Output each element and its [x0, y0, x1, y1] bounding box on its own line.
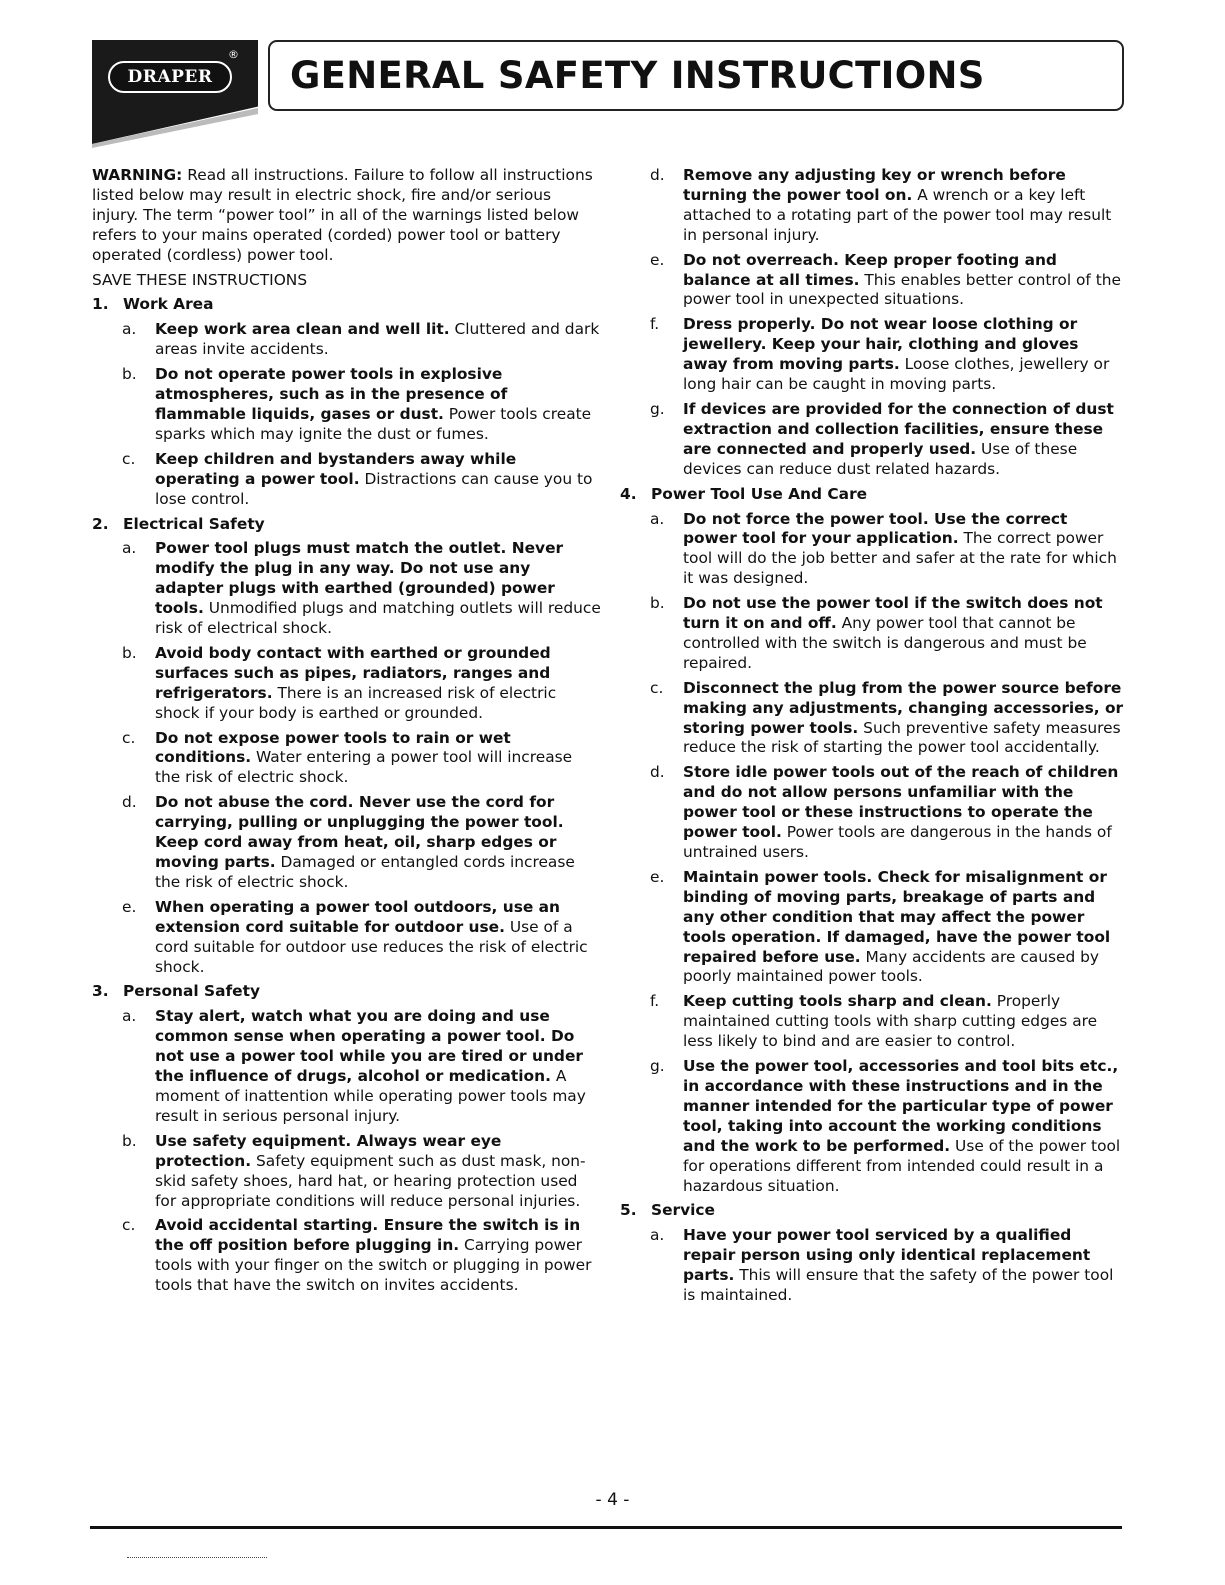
list-item: [620, 763, 1125, 863]
list-item: [92, 729, 602, 789]
section-title: Electrical Safety: [123, 514, 265, 533]
section-number: 2.: [92, 514, 109, 533]
item-letter: c.: [122, 449, 136, 468]
section-heading: [620, 1201, 1125, 1221]
item-text: Power tools create sparks which may ignite the dust or fumes.: [155, 404, 592, 443]
item-bold: Stay alert, watch what you are doing and use common sense when operating a power tool. Do not use a power tool while you are tired or under the influence of drugs, alcohol or medication.: [155, 1007, 583, 1086]
item-letter: a.: [122, 1007, 137, 1026]
list-item: [92, 1216, 602, 1296]
item-bold: Do not operate power tools in explosive atmospheres, such as in the presence of flammable liquids, gases or dust.: [155, 365, 508, 423]
list-item: [620, 251, 1125, 311]
title-box: [268, 40, 1124, 111]
item-text: Power tools are dangerous in the hands of untrained users.: [683, 823, 1112, 861]
item-text: Use of these devices can reduce dust related hazards.: [683, 439, 1078, 478]
item-bold: Use safety equipment. Always wear eye protection.: [155, 1131, 502, 1170]
item-text: Many accidents are caused by poorly maintained power tools.: [683, 947, 1100, 986]
item-text: Any power tool that cannot be controlled with the switch is dangerous and must be repaired.: [683, 614, 1087, 672]
item-text: Use of a cord suitable for outdoor use reduces the risk of electric shock.: [155, 917, 588, 976]
item-bold: Use the power tool, accessories and tool bits etc., in accordance with these instructions and in the manner intended for the particular type of power tool, taking into account the working conditions and the work to be performed.: [683, 1057, 1119, 1155]
registered-mark: ®: [228, 48, 239, 61]
warning-text: Read all instructions. Failure to follow all instructions listed below may result in electric shock, fire and/or serious injury. The term “power tool” in all of the warnings listed below refers to your mains operated (corded) power tool or battery operated (cordless) power tool.: [92, 166, 593, 264]
item-letter: d.: [650, 763, 665, 782]
page-title: GENERAL SAFETY INSTRUCTIONS: [290, 54, 985, 97]
item-letter: e.: [122, 897, 137, 916]
list-item: [92, 539, 602, 639]
item-text: Loose clothes, jewellery or long hair can be caught in moving parts.: [683, 355, 1110, 394]
section-title: Work Area: [123, 295, 214, 314]
item-text: Use of the power tool for operations different from intended could result in a hazardous situation.: [683, 1136, 1121, 1195]
section-title: Service: [651, 1201, 715, 1220]
item-bold: Keep cutting tools sharp and clean.: [683, 992, 992, 1011]
section-number: 5.: [620, 1201, 637, 1220]
list-item: [620, 1057, 1125, 1196]
item-letter: f.: [650, 315, 660, 334]
item-text: Damaged or entangled cords increase the risk of electric shock.: [155, 853, 575, 891]
item-bold: When operating a power tool outdoors, use an extension cord suitable for outdoor use.: [155, 897, 560, 936]
item-bold: Disconnect the plug from the power source before making any adjustments, changing accessories, or storing power tools.: [683, 678, 1124, 737]
item-letter: e.: [650, 250, 665, 269]
item-letter: d.: [650, 166, 665, 184]
item-text: Such preventive safety measures reduce the risk of starting the power tool accidentally.: [683, 718, 1121, 757]
list-item: [92, 793, 602, 893]
item-text: This will ensure that the safety of the power tool is maintained.: [683, 1266, 1114, 1305]
left-column: [92, 166, 602, 1301]
logo-text: DRAPER: [127, 67, 213, 87]
item-bold: Avoid accidental starting. Ensure the switch is in the off position before plugging in.: [155, 1216, 581, 1255]
item-text: The correct power tool will do the job better and safer at the rate for which it was designed.: [683, 529, 1117, 588]
item-letter: b.: [650, 594, 665, 613]
section-heading: [92, 515, 602, 535]
item-text: Water entering a power tool will increase the risk of electric shock.: [155, 748, 573, 787]
item-text: Unmodified plugs and matching outlets will reduce risk of electrical shock.: [155, 599, 601, 638]
list-item: [620, 166, 1125, 246]
list-item: [92, 1007, 602, 1126]
list-item: [92, 1132, 602, 1212]
list-item: [92, 898, 602, 978]
warning-label: WARNING:: [92, 166, 183, 184]
warning-paragraph: [92, 166, 602, 266]
list-item: [92, 450, 602, 510]
right-column: [620, 166, 1125, 1311]
item-text: Safety equipment such as dust mask, non-skid safety shoes, hard hat, or hearing protection used for appropriate conditions will reduce personal injuries.: [155, 1151, 586, 1210]
item-text: A wrench or a key left attached to a rotating part of the power tool may result in personal injury.: [683, 185, 1112, 244]
item-text: Properly maintained cutting tools with sharp cutting edges are less likely to bind and are easier to control.: [683, 992, 1098, 1051]
section-title: Power Tool Use And Care: [651, 484, 868, 503]
item-letter: g.: [650, 1057, 665, 1076]
item-letter: c.: [650, 678, 664, 697]
section-heading: [92, 982, 602, 1002]
item-bold: Power tool plugs must match the outlet. Never modify the plug in any way. Do not use any adapter plugs with earthed (grounded) power tools.: [155, 539, 564, 618]
item-bold: Do not overreach. Keep proper footing and balance at all times.: [683, 250, 1057, 289]
item-bold: If devices are provided for the connection of dust extraction and collection facilities, ensure these are connected and properly used.: [683, 399, 1114, 458]
list-item: [620, 594, 1125, 674]
section-number: 1.: [92, 295, 109, 314]
section-heading: [620, 485, 1125, 505]
draper-logo: [108, 61, 232, 93]
item-letter: c.: [122, 728, 136, 747]
item-bold: Remove any adjusting key or wrench before turning the power tool on.: [683, 166, 1066, 204]
item-bold: Do not abuse the cord. Never use the cord for carrying, pulling or unplugging the power tool. Keep cord away from heat, oil, sharp edges or moving parts.: [155, 793, 564, 871]
item-bold: Do not force the power tool. Use the correct power tool for your application.: [683, 509, 1068, 548]
item-text: Carrying power tools with your finger on the switch or plugging in power tools that have the switch on invites accidents.: [155, 1236, 592, 1295]
item-letter: f.: [650, 992, 660, 1011]
list-item: [620, 1226, 1125, 1306]
item-letter: b.: [122, 365, 137, 384]
list-item: [92, 365, 602, 445]
list-item: [620, 868, 1125, 987]
section-number: 3.: [92, 982, 109, 1001]
item-bold: Avoid body contact with earthed or grounded surfaces such as pipes, radiators, ranges and refrigerators.: [155, 643, 551, 702]
item-letter: a.: [650, 1226, 665, 1245]
item-letter: a.: [122, 320, 137, 339]
item-letter: a.: [122, 539, 137, 558]
page-number: - 4 -: [595, 1490, 630, 1510]
item-bold: Keep work area clean and well lit.: [155, 320, 450, 339]
item-text: A moment of inattention while operating power tools may result in serious personal injury.: [155, 1067, 586, 1125]
item-text: Distractions can cause you to lose control.: [155, 469, 593, 508]
item-letter: e.: [650, 867, 665, 886]
item-bold: Dress properly. Do not wear loose clothing or jewellery. Keep your hair, clothing and gloves away from moving parts.: [683, 315, 1079, 374]
item-letter: c.: [122, 1216, 136, 1235]
section-title: Personal Safety: [123, 982, 261, 1001]
bottom-link-underline: [127, 1557, 267, 1559]
item-bold: Do not use the power tool if the switch does not turn it on and off.: [683, 594, 1103, 633]
save-instructions: SAVE THESE INSTRUCTIONS: [92, 270, 308, 289]
section-number: 4.: [620, 484, 637, 503]
item-bold: Keep children and bystanders away while operating a power tool.: [155, 449, 517, 488]
list-item: [620, 679, 1125, 759]
item-text: This enables better control of the power tool in unexpected situations.: [683, 270, 1121, 309]
list-item: [92, 320, 602, 360]
list-item: [92, 644, 602, 724]
item-bold: Do not expose power tools to rain or wet conditions.: [155, 728, 511, 767]
list-item: [620, 400, 1125, 480]
item-letter: b.: [122, 1131, 137, 1150]
item-text: Cluttered and dark areas invite accidents.: [155, 320, 600, 359]
footer-divider: [90, 1526, 1122, 1529]
brand-swoosh-graphic: [92, 108, 258, 148]
item-letter: d.: [122, 793, 137, 812]
item-letter: a.: [650, 509, 665, 528]
item-letter: b.: [122, 643, 137, 662]
list-item: [620, 315, 1125, 395]
item-bold: Maintain power tools. Check for misalignment or binding of moving parts, breakage of parts and any other condition that may affect the power tools operation. If damaged, have the power tool repaired before use.: [683, 867, 1111, 966]
item-letter: g.: [650, 399, 665, 418]
list-item: [620, 510, 1125, 590]
list-item: [620, 992, 1125, 1052]
item-text: There is an increased risk of electric shock if your body is earthed or grounded.: [155, 683, 557, 722]
item-bold: Have your power tool serviced by a qualified repair person using only identical replacement parts.: [683, 1226, 1091, 1285]
section-heading: [92, 295, 602, 315]
item-bold: Store idle power tools out of the reach of children and do not allow persons unfamiliar with the power tool or these instructions to operate the power tool.: [683, 763, 1119, 842]
